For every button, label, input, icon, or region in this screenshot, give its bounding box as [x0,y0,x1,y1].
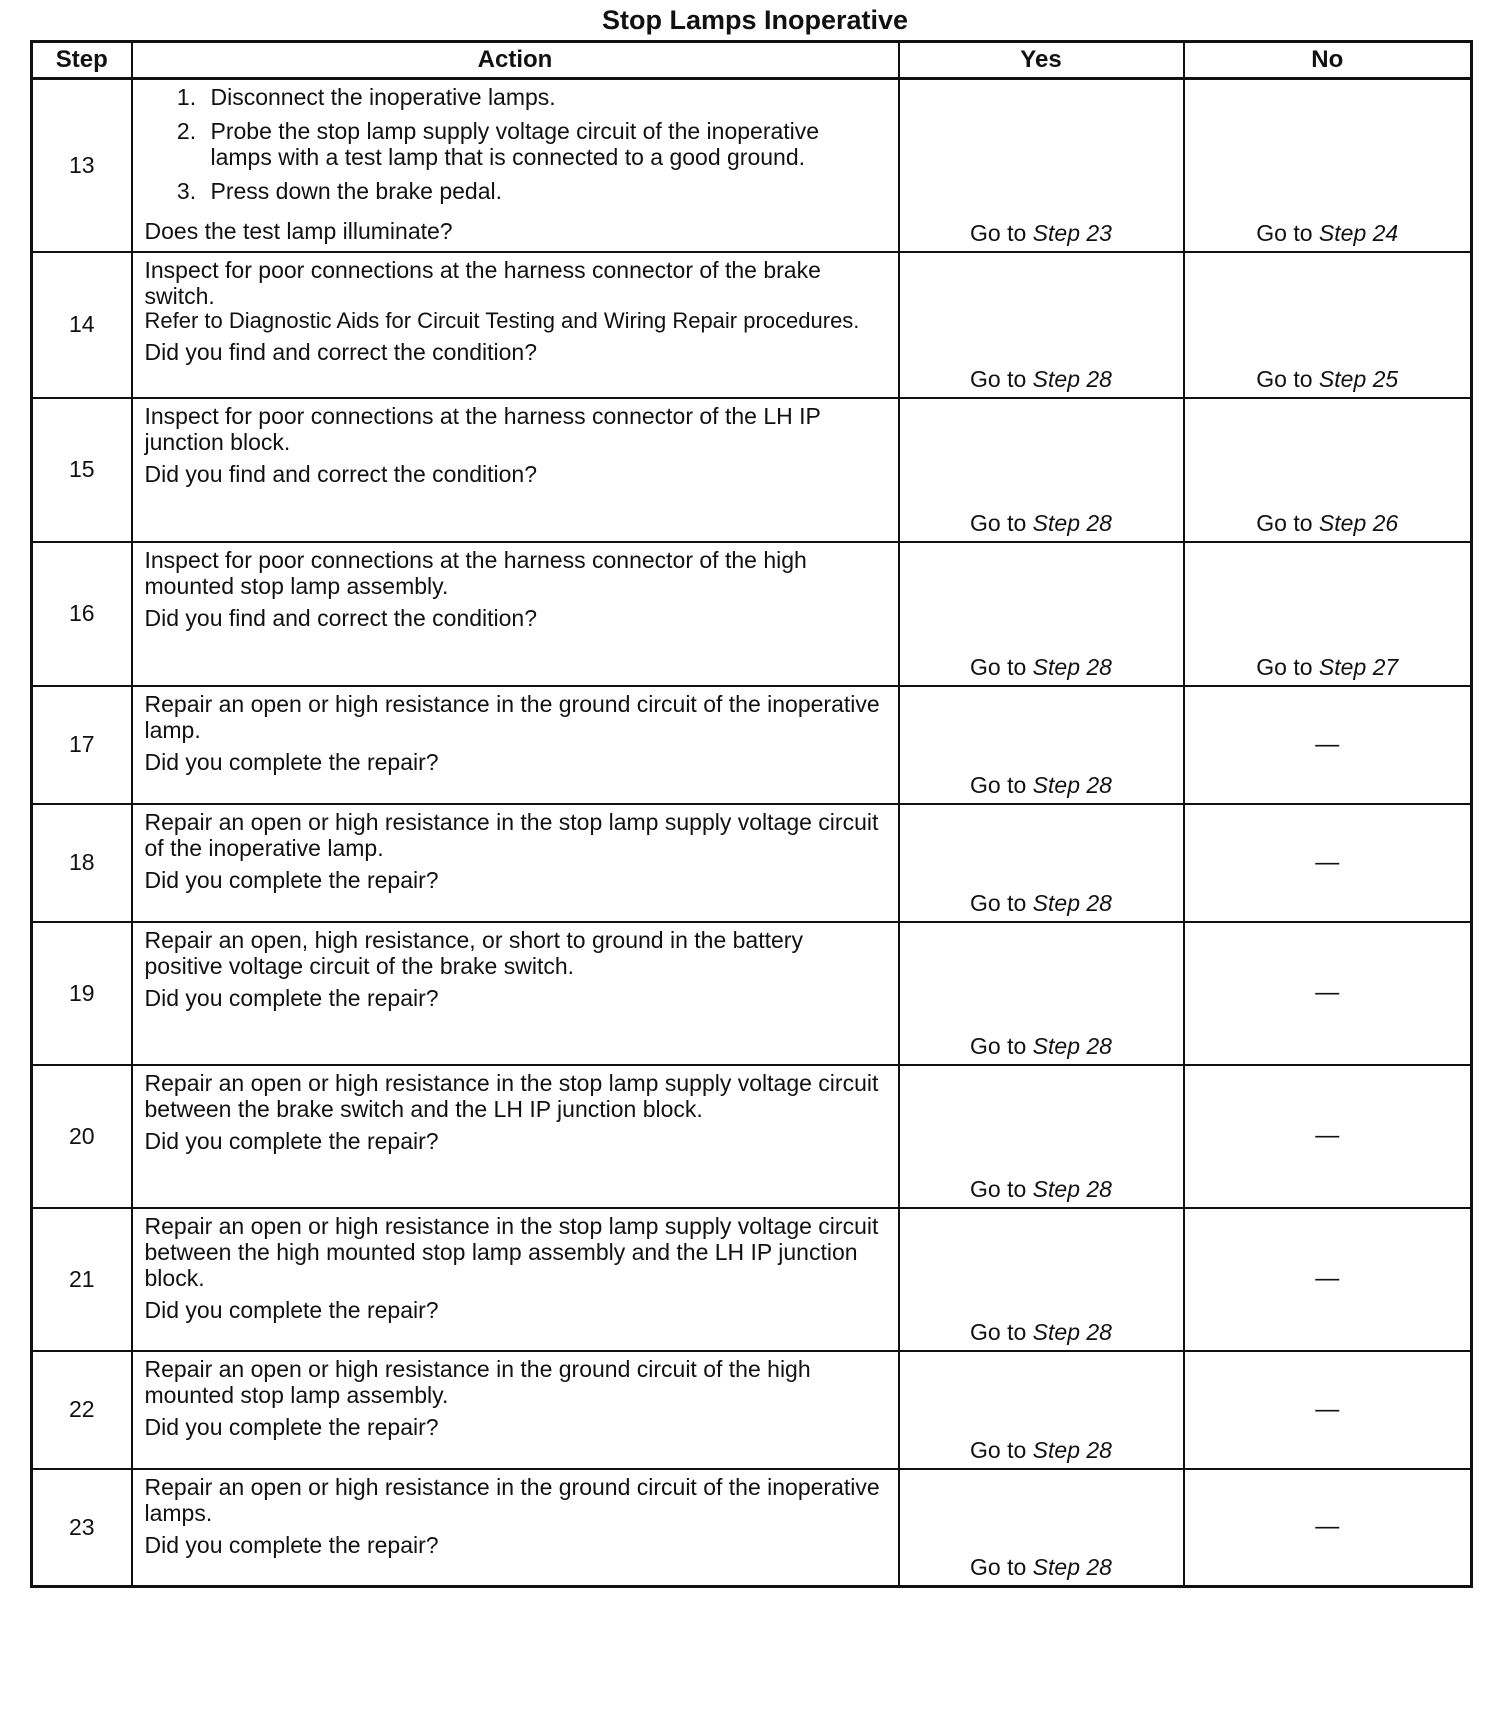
no-step-link[interactable]: Step 26 [1318,509,1399,536]
action-question: Did you complete the repair? [144,1127,439,1154]
no-step-link[interactable]: Step 24 [1318,219,1399,246]
action-cell [132,804,899,922]
no-dash: — [1315,979,1340,1006]
action-question: Did you complete the repair? [144,1296,439,1323]
go-to-label: Go to [970,365,1027,392]
action-question: Did you find and correct the condition? [144,338,538,365]
action-cell [132,922,899,1065]
action-text: Repair an open or high resistance in the stop lamp supply voltage circuit of the inoperative lamp. [144,808,879,861]
yes-step-link[interactable]: Step 28 [1032,1436,1112,1463]
yes-step-link[interactable]: Step 28 [1032,1554,1112,1580]
action-cell [132,1469,899,1587]
step-number: 13 [32,79,132,252]
action-text: Repair an open or high resistance in the stop lamp supply voltage circuit between the brake switch and the LH IP junction block. [144,1069,879,1122]
substep-list [145,84,886,212]
action-text: Repair an open, high resistance, or short to ground in the battery positive voltage circuit of the brake switch. [144,926,803,979]
no-dash: — [1315,1395,1340,1423]
yes-cell [899,922,1184,1065]
header-step: Step [32,42,132,79]
yes-cell [899,1065,1184,1208]
step-number: 22 [32,1351,132,1469]
action-note: Refer to Diagnostic Aids for Circuit Testing and Wiring Repair procedures. [144,307,860,333]
step-number: 21 [32,1208,132,1351]
step-number: 15 [32,398,132,542]
action-cell [132,1065,899,1208]
page-title: Stop Lamps Inoperative [601,5,909,35]
no-dash: — [1315,848,1340,876]
no-cell [1184,79,1472,252]
action-question: Did you find and correct the condition? [144,460,538,487]
yes-cell [899,252,1184,398]
no-dash: — [1315,1265,1340,1292]
yes-cell [899,398,1184,542]
yes-step-link[interactable]: Step 28 [1032,1175,1112,1202]
action-cell [132,79,899,252]
yes-step-link[interactable]: Step 28 [1032,889,1112,916]
table-row [32,1208,1472,1351]
go-to-label: Go to [970,219,1027,246]
go-to-label: Go to [970,1436,1027,1463]
document-page [30,0,1470,1588]
no-cell [1184,542,1472,686]
go-to-label: Go to [970,1554,1027,1580]
action-question: Did you complete the repair? [144,984,439,1011]
substep: 2. Probe the stop lamp supply voltage circuit of the inoperative lamps with a test lamp that is connected to a good ground. [203,118,886,170]
action-cell [132,252,899,398]
table-header-row [32,42,1472,79]
table-row [32,804,1472,922]
action-question: Did you complete the repair? [144,1413,439,1440]
table-row [32,686,1472,804]
go-to-label: Go to [1256,509,1313,536]
action-text: Repair an open or high resistance in the ground circuit of the high mounted stop lamp assembly. [144,1355,811,1408]
go-to-label: Go to [970,1175,1027,1202]
step-number: 19 [32,922,132,1065]
no-step-link[interactable]: Step 27 [1318,653,1399,680]
action-text: Repair an open or high resistance in the ground circuit of the inoperative lamp. [144,690,880,743]
no-cell [1184,1208,1472,1351]
go-to-label: Go to [970,1318,1027,1345]
table-row [32,1351,1472,1469]
table-row [32,79,1472,252]
table-row [32,1065,1472,1208]
no-cell [1184,1351,1472,1469]
action-question: Did you find and correct the condition? [144,604,538,631]
step-number: 14 [32,252,132,398]
no-cell [1184,922,1472,1065]
action-cell [132,398,899,542]
header-no: No [1184,42,1472,79]
table-row [32,922,1472,1065]
no-dash: — [1315,1513,1340,1541]
yes-cell [899,542,1184,686]
yes-step-link[interactable]: Step 28 [1032,771,1112,798]
table-row [32,398,1472,542]
yes-step-link[interactable]: Step 28 [1032,509,1112,536]
step-number: 23 [32,1469,132,1587]
no-cell [1184,686,1472,804]
diagnostic-table [30,40,1473,1588]
go-to-label: Go to [970,1032,1027,1059]
action-text: Repair an open or high resistance in the ground circuit of the inoperative lamps. [144,1473,880,1526]
substep: 3. Press down the brake pedal. [203,178,886,204]
step-number: 16 [32,542,132,686]
header-yes: Yes [899,42,1184,79]
action-cell [132,542,899,686]
no-step-link[interactable]: Step 25 [1318,365,1399,392]
no-dash: — [1315,730,1340,758]
table-row [32,1469,1472,1587]
action-question: Does the test lamp illuminate? [144,218,453,244]
table-row [32,542,1472,686]
step-number: 17 [32,686,132,804]
no-cell [1184,398,1472,542]
step-number: 20 [32,1065,132,1208]
no-dash: — [1315,1122,1340,1149]
yes-step-link[interactable]: Step 28 [1032,365,1112,392]
action-question: Did you complete the repair? [144,748,439,775]
action-cell [132,1351,899,1469]
substep: 1. Disconnect the inoperative lamps. [203,84,886,110]
yes-cell [899,1351,1184,1469]
yes-step-link[interactable]: Step 28 [1032,653,1112,680]
go-to-label: Go to [970,889,1027,916]
yes-cell [899,79,1184,252]
yes-cell [899,804,1184,922]
yes-step-link[interactable]: Step 28 [1032,1318,1112,1345]
go-to-label: Go to [1256,219,1313,246]
go-to-label: Go to [970,653,1027,680]
yes-step-link[interactable]: Step 23 [1032,219,1112,246]
action-text: Inspect for poor connections at the harness connector of the LH IP junction block. [144,402,821,455]
table-row [32,252,1472,398]
go-to-label: Go to [970,509,1027,536]
action-question: Did you complete the repair? [144,1531,439,1558]
no-cell [1184,1065,1472,1208]
yes-cell [899,1208,1184,1351]
no-cell [1184,252,1472,398]
yes-cell [899,686,1184,804]
action-text: Repair an open or high resistance in the stop lamp supply voltage circuit between the high mounted stop lamp assembly and the LH IP junction block. [144,1212,879,1291]
go-to-label: Go to [970,771,1027,798]
header-action: Action [132,42,899,79]
action-cell [132,1208,899,1351]
yes-step-link[interactable]: Step 28 [1032,1032,1112,1059]
yes-cell [899,1469,1184,1587]
no-cell [1184,1469,1472,1587]
go-to-label: Go to [1256,653,1313,680]
action-question: Did you complete the repair? [144,866,439,893]
go-to-label: Go to [1256,365,1313,392]
action-text: Inspect for poor connections at the harness connector of the brake switch. [144,256,821,309]
step-number: 18 [32,804,132,922]
no-cell [1184,804,1472,922]
action-cell [132,686,899,804]
action-text: Inspect for poor connections at the harness connector of the high mounted stop lamp assembly. [144,546,807,599]
